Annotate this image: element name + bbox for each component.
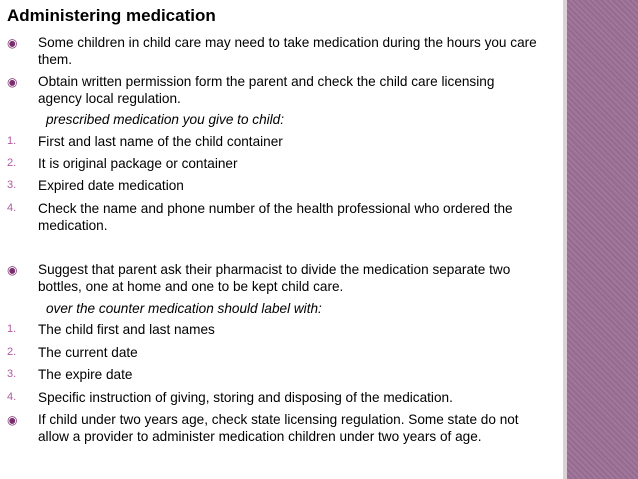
list-number: 2. [7, 346, 17, 358]
text-line: medication. [38, 218, 108, 233]
text-line: The current date [38, 345, 138, 360]
text-line: First and last name of the child container [38, 134, 283, 149]
text-line: allow a provider to administer medication children under two years of age. [38, 429, 482, 444]
list-number: 1. [7, 323, 17, 335]
bullet-icon: ◉ [7, 36, 18, 50]
list-number: 2. [7, 157, 17, 169]
subheading: prescribed medication you give to child: [46, 112, 285, 127]
text-line: Check the name and phone number of the health professional who ordered the [38, 201, 513, 216]
text-line: Specific instruction of giving, storing and disposing of the medication. [38, 390, 453, 405]
list-number: 4. [7, 391, 17, 403]
bullet-icon: ◉ [7, 263, 18, 277]
text-line: The child first and last names [38, 322, 215, 337]
bullet-icon: ◉ [7, 413, 18, 427]
text-line: them. [38, 52, 72, 67]
slide-title: Administering medication [7, 6, 216, 25]
list-number: 3. [7, 179, 17, 191]
list-number: 3. [7, 368, 17, 380]
text-line: Obtain written permission form the parent and check the child care licensing [38, 74, 495, 89]
subheading: over the counter medication should label with: [46, 301, 322, 316]
text-line: Suggest that parent ask their pharmacist to divide the medication separate two [38, 262, 511, 277]
text-line: The expire date [38, 367, 133, 382]
text-line: It is original package or container [38, 156, 238, 171]
list-number: 1. [7, 135, 17, 147]
text-line: bottles, one at home and one to be kept child care. [38, 279, 344, 294]
bullet-icon: ◉ [7, 75, 18, 89]
text-line: Some children in child care may need to take medication during the hours you care [38, 35, 537, 50]
text-line: If child under two years age, check state licensing regulation. Some state do not [38, 412, 519, 427]
text-line: agency local regulation. [38, 91, 181, 106]
text-line: Expired date medication [38, 178, 184, 193]
list-number: 4. [7, 202, 17, 214]
decorative-sidebar [567, 0, 638, 479]
